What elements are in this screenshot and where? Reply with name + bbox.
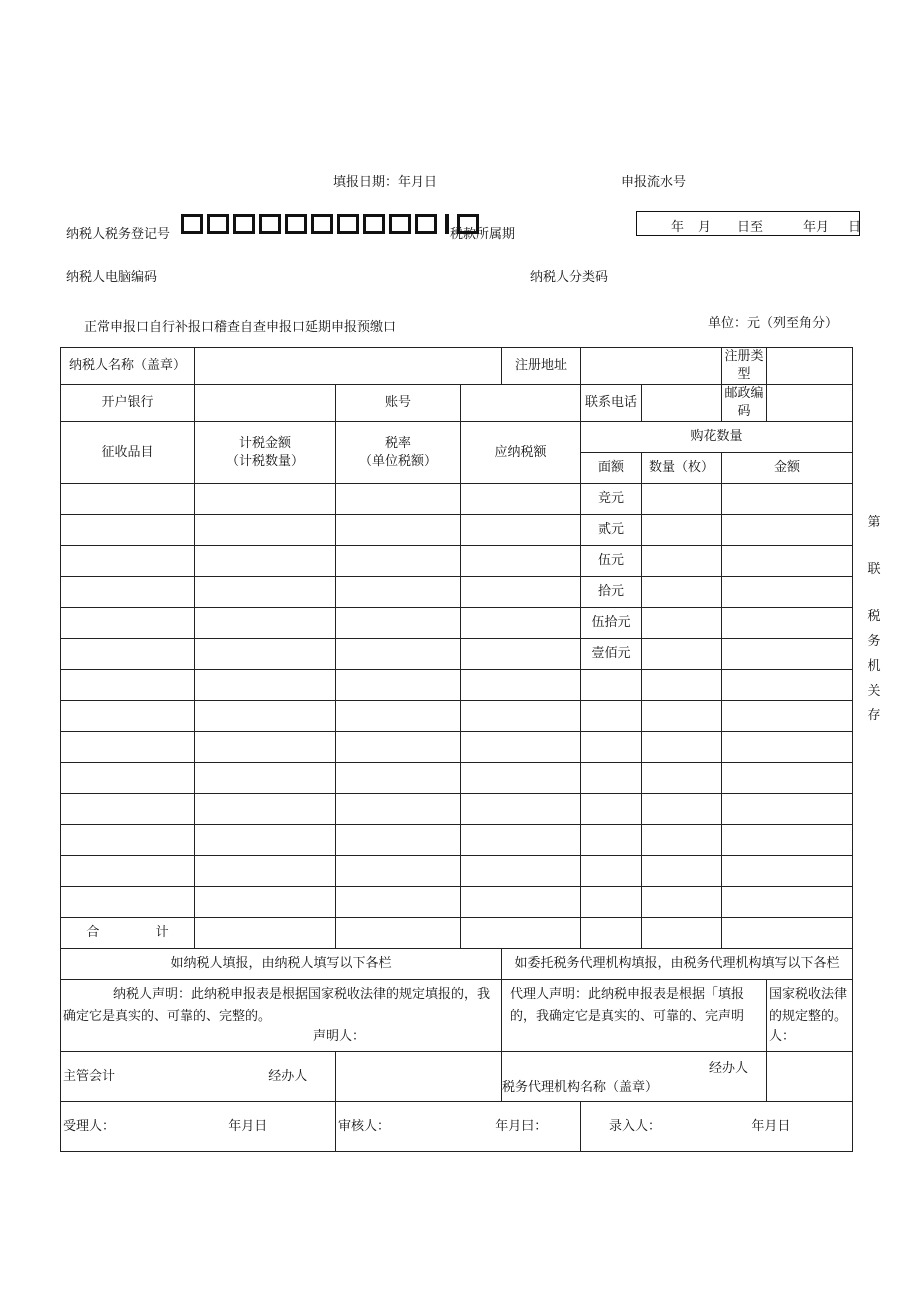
side-note-3: 税 — [867, 609, 881, 624]
total-cell[interactable] — [581, 918, 642, 949]
denomination-label: 拾元 — [581, 577, 642, 608]
total-cell[interactable] — [195, 918, 336, 949]
table-cell[interactable] — [195, 608, 336, 639]
table-cell[interactable] — [642, 577, 722, 608]
digit-box[interactable] — [233, 214, 255, 234]
table-cell[interactable] — [336, 732, 461, 763]
table-cell[interactable] — [61, 763, 195, 794]
total-he: 合 — [86, 925, 100, 940]
table-cell[interactable] — [722, 639, 853, 670]
computer-code-label: 纳税人电脑编码 — [66, 270, 158, 285]
agent-org-cell — [502, 1052, 767, 1102]
table-cell[interactable] — [195, 794, 336, 825]
total-ji: 计 — [155, 925, 169, 940]
table-cell[interactable] — [642, 856, 722, 887]
table-cell[interactable] — [195, 546, 336, 577]
receiver-label: 受理人： — [63, 1118, 116, 1134]
agent-fill-title: 如委托税务代理机构填报，由税务代理机构填写以下各栏 — [502, 949, 853, 980]
period-year1: 年 — [671, 220, 685, 235]
table-cell[interactable] — [581, 825, 642, 856]
table-cell[interactable] — [581, 763, 642, 794]
table-cell[interactable] — [195, 515, 336, 546]
col-rate-title: 税率 — [384, 435, 411, 451]
bank-field[interactable] — [195, 385, 336, 422]
table-cell[interactable] — [642, 670, 722, 701]
tax-reg-no-label: 纳税人税务登记号 — [66, 227, 171, 242]
period-month1: 月 — [698, 220, 712, 235]
table-cell[interactable] — [461, 887, 581, 918]
table-row — [61, 856, 853, 887]
col-face: 面额 — [581, 453, 642, 484]
handler-label: 经办人 — [268, 1068, 308, 1084]
table-cell[interactable] — [642, 608, 722, 639]
table-cell[interactable] — [336, 701, 461, 732]
agent-org-label: 税务代理机构名称（盖章） — [502, 1080, 659, 1095]
receiver-date: 年月日 — [228, 1118, 268, 1134]
table-cell[interactable] — [722, 856, 853, 887]
table-row — [61, 732, 853, 763]
receiver-cell — [61, 1102, 336, 1152]
table-cell[interactable] — [581, 732, 642, 763]
table-cell[interactable] — [642, 732, 722, 763]
phone-label: 联系电话 — [581, 385, 642, 422]
address-label: 注册地址 — [502, 348, 581, 385]
chief-accountant-cell — [61, 1052, 336, 1102]
table-cell[interactable] — [61, 856, 195, 887]
table-cell[interactable] — [722, 763, 853, 794]
table-cell[interactable] — [61, 546, 195, 577]
digit-bar — [445, 214, 449, 234]
col-money: 金额 — [722, 453, 853, 484]
table-cell[interactable] — [722, 577, 853, 608]
table-cell[interactable] — [336, 608, 461, 639]
table-cell[interactable] — [195, 856, 336, 887]
table-row — [61, 484, 853, 515]
table-cell[interactable] — [581, 701, 642, 732]
table-cell[interactable] — [195, 701, 336, 732]
table-cell[interactable] — [461, 732, 581, 763]
side-note-5: 机 — [867, 659, 881, 674]
table-cell[interactable] — [581, 856, 642, 887]
reg-type-field[interactable] — [767, 348, 853, 385]
table-cell[interactable] — [336, 546, 461, 577]
table-cell[interactable] — [581, 887, 642, 918]
table-cell[interactable] — [722, 887, 853, 918]
table-cell[interactable] — [336, 887, 461, 918]
table-cell[interactable] — [195, 887, 336, 918]
table-cell[interactable] — [461, 794, 581, 825]
table-row — [61, 577, 853, 608]
table-cell[interactable] — [581, 794, 642, 825]
table-cell[interactable] — [642, 546, 722, 577]
table-cell[interactable] — [195, 670, 336, 701]
digit-box[interactable] — [259, 214, 281, 234]
denomination-label: 伍拾元 — [581, 608, 642, 639]
entry-date: 年月日 — [751, 1118, 791, 1134]
table-cell[interactable] — [642, 639, 722, 670]
table-cell[interactable] — [722, 670, 853, 701]
col-rate — [336, 422, 461, 484]
address-field[interactable] — [581, 348, 722, 385]
table-cell[interactable] — [461, 608, 581, 639]
table-cell[interactable] — [461, 856, 581, 887]
digit-box[interactable] — [207, 214, 229, 234]
table-cell[interactable] — [61, 608, 195, 639]
table-cell[interactable] — [336, 515, 461, 546]
table-cell[interactable] — [642, 515, 722, 546]
tax-reg-no-boxes[interactable] — [181, 214, 483, 234]
table-cell[interactable] — [642, 887, 722, 918]
table-cell[interactable] — [61, 887, 195, 918]
self-declaration-text: 纳税人声明：此纳税申报表是根据国家税收法律的规定填报的，我确定它是真实的、可靠的、完整的。 — [63, 987, 491, 1024]
account-field[interactable] — [461, 385, 581, 422]
table-cell[interactable] — [61, 701, 195, 732]
denomination-label: 伍元 — [581, 546, 642, 577]
self-fill-title: 如纳税人填报，由纳税人填写以下各栏 — [61, 949, 502, 980]
taxpayer-name-label: 纳税人名称（盖章） — [61, 348, 195, 385]
table-cell[interactable] — [61, 732, 195, 763]
table-cell[interactable] — [61, 825, 195, 856]
table-cell[interactable] — [461, 670, 581, 701]
total-cell[interactable] — [722, 918, 853, 949]
handler2-field[interactable] — [767, 1052, 853, 1102]
table-cell[interactable] — [642, 484, 722, 515]
reviewer-cell — [336, 1102, 581, 1152]
table-cell[interactable] — [642, 763, 722, 794]
side-note-7: 存 — [867, 708, 881, 723]
digit-box[interactable] — [415, 214, 437, 234]
table-cell[interactable] — [61, 484, 195, 515]
table-cell[interactable] — [722, 701, 853, 732]
digit-box[interactable] — [337, 214, 359, 234]
total-cell[interactable] — [642, 918, 722, 949]
table-cell[interactable] — [722, 484, 853, 515]
side-note-1: 第 — [867, 515, 881, 530]
table-cell[interactable] — [61, 794, 195, 825]
table-cell[interactable] — [461, 484, 581, 515]
denomination-label: 贰元 — [581, 515, 642, 546]
table-cell[interactable] — [195, 763, 336, 794]
taxpayer-name-field[interactable] — [195, 348, 502, 385]
chief-accountant-label: 主管会计 — [63, 1068, 116, 1084]
total-label — [61, 918, 195, 949]
table-cell[interactable] — [61, 670, 195, 701]
table-cell[interactable] — [336, 484, 461, 515]
col-amount — [195, 422, 336, 484]
table-row — [61, 546, 853, 577]
unit-label: 单位：元（列至角分） — [708, 316, 839, 331]
table-cell[interactable] — [461, 639, 581, 670]
digit-box[interactable] — [181, 214, 203, 234]
table-cell[interactable] — [642, 794, 722, 825]
table-cell[interactable] — [336, 577, 461, 608]
agent-declaration-right — [767, 980, 853, 1052]
table-cell[interactable] — [336, 763, 461, 794]
table-cell[interactable] — [336, 794, 461, 825]
side-note-4: 务 — [867, 634, 881, 649]
side-note-2: 联 — [867, 562, 881, 577]
table-cell[interactable] — [61, 639, 195, 670]
col-count: 数量（枚） — [642, 453, 722, 484]
tax-period-label: 税款所属期 — [450, 227, 516, 242]
self-declaration — [61, 980, 502, 1052]
tax-period-box[interactable] — [636, 211, 860, 236]
table-row — [61, 794, 853, 825]
period-ym2: 年月 — [803, 220, 830, 235]
table-cell[interactable] — [461, 546, 581, 577]
denomination-label: 竞元 — [581, 484, 642, 515]
col-rate-sub: （单位税额） — [358, 453, 437, 469]
table-cell[interactable] — [336, 825, 461, 856]
table-cell[interactable] — [61, 515, 195, 546]
fill-date: 填报日期：年月日 — [333, 175, 438, 190]
col-amount-sub: （计税数量） — [225, 453, 304, 469]
table-cell[interactable] — [722, 608, 853, 639]
table-cell[interactable] — [336, 639, 461, 670]
table-cell[interactable] — [722, 546, 853, 577]
bank-label: 开户银行 — [61, 385, 195, 422]
handler-field[interactable] — [336, 1052, 502, 1102]
table-cell[interactable] — [722, 515, 853, 546]
table-row — [61, 763, 853, 794]
table-cell[interactable] — [461, 577, 581, 608]
table-cell[interactable] — [642, 701, 722, 732]
period-day2: 日 — [848, 220, 862, 235]
table-cell[interactable] — [195, 484, 336, 515]
col-stamp-qty: 购花数量 — [581, 422, 853, 453]
denomination-label: 壹佰元 — [581, 639, 642, 670]
total-cell[interactable] — [336, 918, 461, 949]
entry-label: 录入人： — [609, 1118, 662, 1134]
table-row — [61, 670, 853, 701]
table-cell[interactable] — [642, 825, 722, 856]
col-item: 征收品目 — [61, 422, 195, 484]
table-cell[interactable] — [581, 670, 642, 701]
side-note-6: 关 — [867, 684, 881, 699]
table-cell[interactable] — [195, 639, 336, 670]
table-row — [61, 608, 853, 639]
table-row — [61, 515, 853, 546]
col-amount-title: 计税金额 — [238, 435, 291, 451]
digit-box[interactable] — [285, 214, 307, 234]
table-cell[interactable] — [461, 825, 581, 856]
self-signer: 声明人： — [313, 1029, 366, 1044]
agent-declaration-text-b: 国家税收法律的规定整的。 — [769, 987, 848, 1024]
table-cell[interactable] — [722, 732, 853, 763]
agent-declaration-text: 代理人声明：此纳税申报表是根据「填报的，我确定它是真实的、可靠的、完声明 — [510, 987, 745, 1024]
total-cell[interactable] — [461, 918, 581, 949]
digit-box[interactable] — [363, 214, 385, 234]
agent-declaration-text-c: 人： — [769, 1029, 796, 1044]
table-cell[interactable] — [722, 794, 853, 825]
table-row — [61, 825, 853, 856]
table-cell[interactable] — [461, 763, 581, 794]
table-row — [61, 887, 853, 918]
entry-cell — [581, 1102, 853, 1152]
period-day-to: 日至 — [737, 220, 764, 235]
table-cell[interactable] — [336, 856, 461, 887]
postal-field[interactable] — [767, 385, 853, 422]
declare-type-options[interactable]: 正常申报口自行补报口稽查自查申报口延期申报预缴口 — [84, 320, 397, 335]
account-label: 账号 — [336, 385, 461, 422]
reg-type-label: 注册类型 — [722, 348, 767, 385]
table-cell[interactable] — [461, 515, 581, 546]
table-cell[interactable] — [336, 670, 461, 701]
table-cell[interactable] — [461, 701, 581, 732]
reviewer-label: 审核人： — [338, 1118, 391, 1134]
table-cell[interactable] — [195, 577, 336, 608]
digit-box[interactable] — [311, 214, 333, 234]
col-payable: 应纳税额 — [461, 422, 581, 484]
tax-declaration-table — [60, 347, 853, 1152]
phone-field[interactable] — [642, 385, 722, 422]
digit-box[interactable] — [389, 214, 411, 234]
category-code-label: 纳税人分类码 — [530, 270, 609, 285]
table-cell[interactable] — [195, 825, 336, 856]
postal-label: 邮政编码 — [722, 385, 767, 422]
agent-declaration — [502, 980, 767, 1052]
table-row — [61, 701, 853, 732]
serial-number-label: 申报流水号 — [621, 175, 687, 190]
reviewer-date: 年月曰： — [495, 1118, 548, 1134]
table-cell[interactable] — [61, 577, 195, 608]
table-row — [61, 639, 853, 670]
table-cell[interactable] — [722, 825, 853, 856]
handler2-label: 经办人 — [709, 1061, 749, 1076]
table-cell[interactable] — [195, 732, 336, 763]
